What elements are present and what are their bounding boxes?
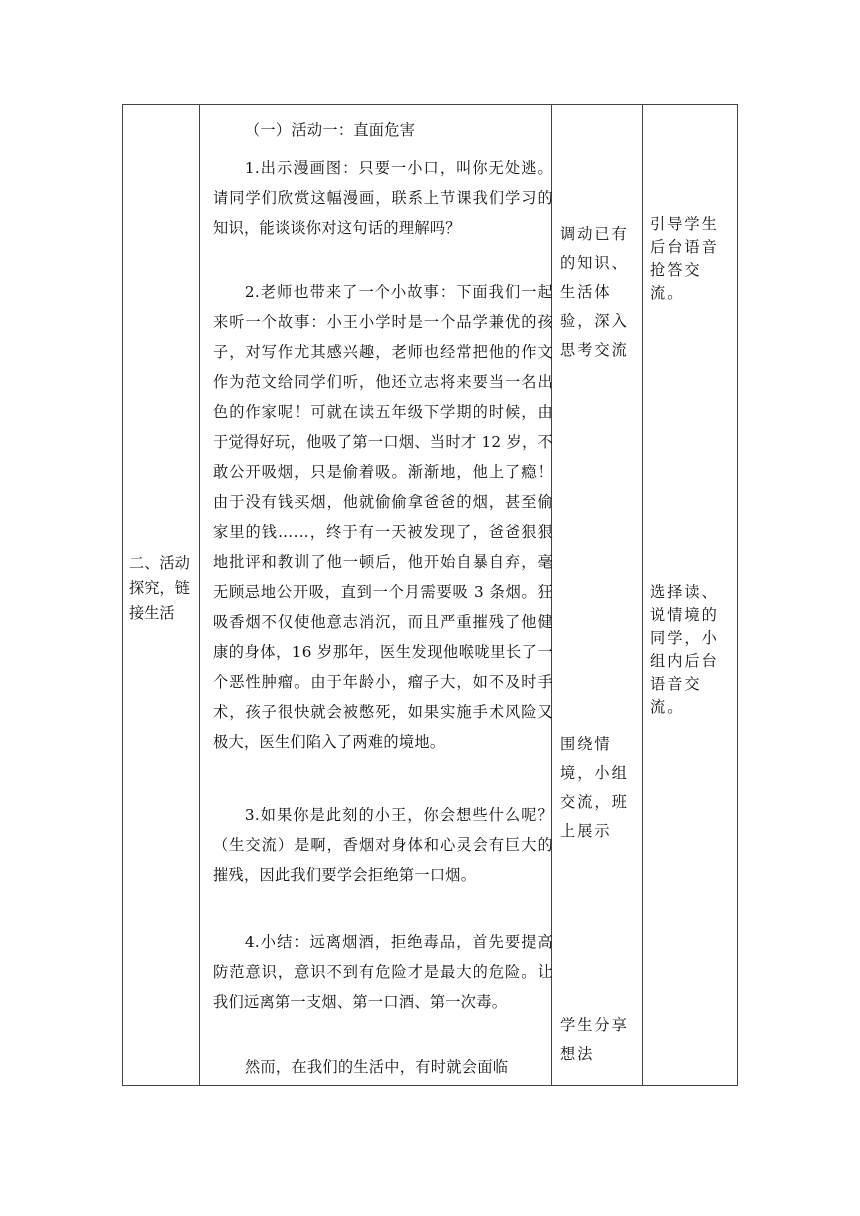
content-paragraph-4: 4.小结：远离烟酒，拒绝毒品，首先要提高防范意识，意识不到有危险才是最大的危险。让我们远离第一支烟、第一口酒、第一次毒。 [213,933,553,1011]
design-intent-1: 引导学生后台语音抢答交流。 [650,215,719,302]
column-divider [199,105,200,1085]
content-paragraph-3: 3.如果你是此刻的小王，你会想些什么呢？（生交流）是啊，香烟对身体和心灵会有巨大的摧残，因此我们要学会拒绝第一口烟。 [213,806,553,884]
student-activity-2: 围绕情境，小组交流，班上展示 [560,735,629,840]
lesson-table [122,104,738,1086]
design-intent-2: 选择读、说情境的同学，小组内后台语音交流。 [650,583,719,716]
content-paragraph-5: 然而，在我们的生活中，有时就会面临 [244,1058,509,1076]
content-paragraph-1: 1.出示漫画图：只要一小口，叫你无处逃。请同学们欣赏这幅漫画，联系上节课我们学习的知识，能谈谈你对这句话的理解吗？ [213,159,553,237]
column-divider [642,105,643,1085]
student-activity-3: 学生分享想法 [560,1016,629,1063]
student-activity-1: 调动已有的知识、生活体验，深入思考交流 [560,225,629,359]
activity-heading-text: （一）活动一：直面危害 [244,121,416,139]
content-paragraph-2: 2.老师也带来了一个小故事：下面我们一起来听一个故事：小王小学时是一个品学兼优的孩子，对写作尤其感兴趣，老师也经常把他的作文作为范文给同学们听，他还立志将来要当一名出色的作家呢！可就在读五年级下学期的时候，由于觉得好玩，他吸了第一口烟、当时才 12 岁，不敢公开吸烟，只是偷着吸。渐渐地，他上了瘾！由于没有钱买烟，他就偷偷拿爸爸的烟，甚至偷家里的钱……，终于有一天被发现了，爸爸狠狠地批评和教训了他一顿后，他开始自暴自弃，毫无顾忌地公开吸，直到一个月需要吸 3 条烟。狂吸香烟不仅使他意志消沉，而且严重摧残了他健康的身体，16 岁那年，医生发现他喉咙里长了一个恶性肿瘤。由于年龄小，瘤子大，如不及时手术，孩子很快就会被憋死，如果实施手术风险又极大，医生们陷入了两难的境地。 [213,283,553,751]
stage-label: 二、活动探究，链接生活 [129,554,190,622]
activity-heading [213,115,553,145]
